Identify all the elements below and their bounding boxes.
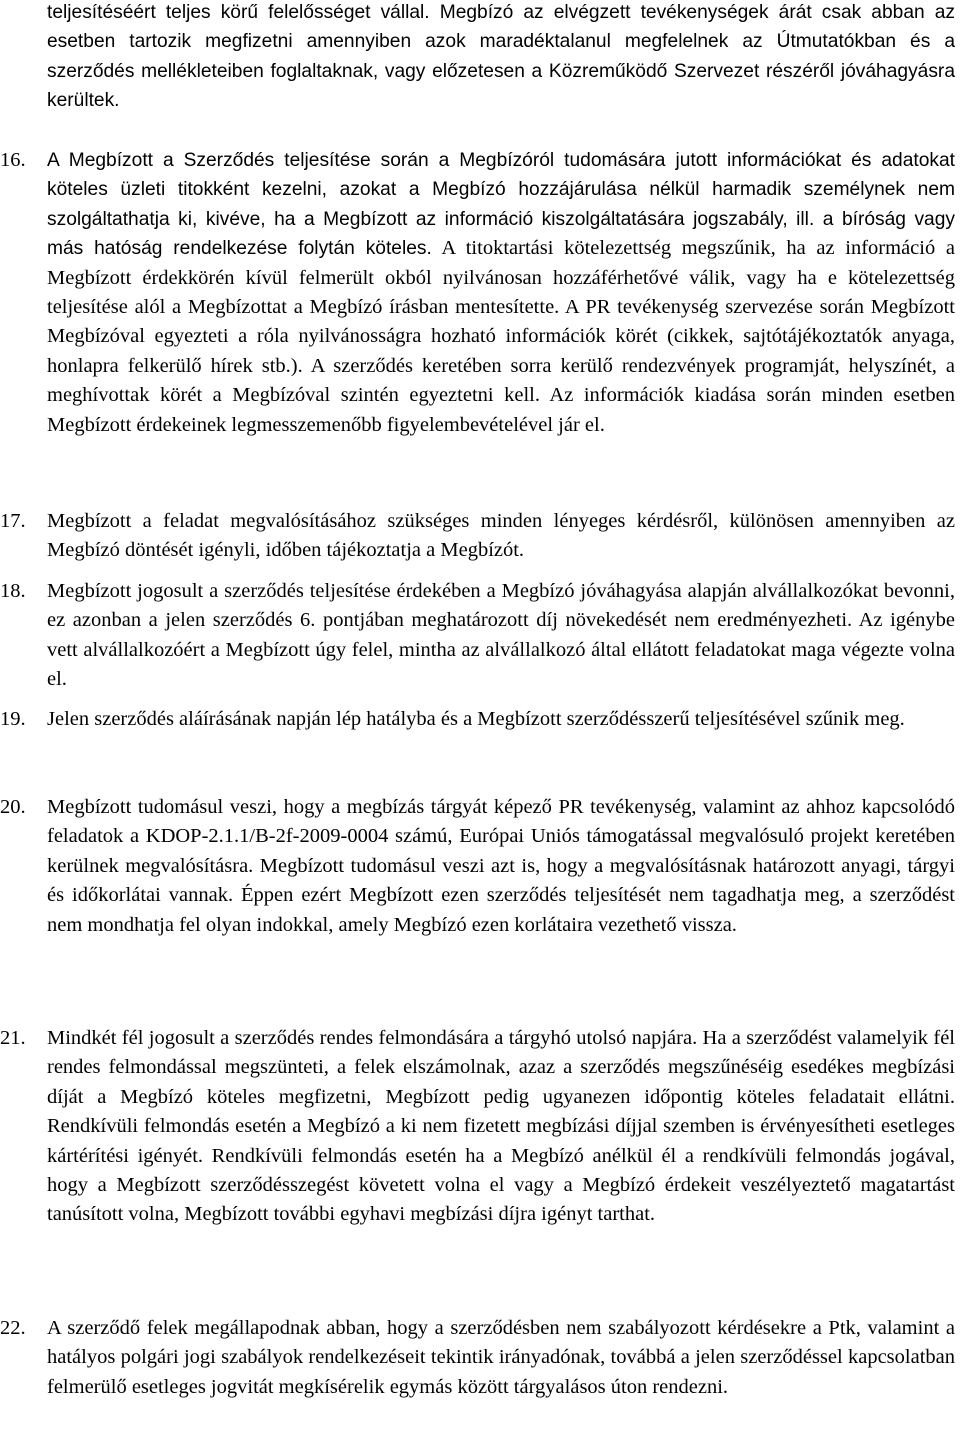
clause-text: A szerződő felek megállapodnak abban, hogy a szerződésben nem szabályozott kérdésekre a Ptk, valamint a hatályos polgári jogi szabályok rendelkezéseit tekintik irányadónak, továbbá a jelen szerződéssel kapcsolatban felmerülő esetleges jogvitát megkísérelik egymás között tárgyalásos úton rendezni.: [47, 1317, 955, 1398]
intro-paragraph: teljesítéséért teljes körű felelősséget vállal. Megbízó az elvégzett tevékenységek árát csak abban az esetben tartozik megfizetni amennyiben azok maradéktalanul megfelelnek az Útmutatókban és a szerződés mellékleteiben foglaltaknak, vagy előzetesen a Közreműködő Szervezet részéről jóváhagyásra kerültek.: [47, 2, 955, 112]
clause-number: 19.: [0, 708, 26, 730]
clause-number: 18.: [0, 580, 26, 602]
clause-text: Megbízott jogosult a szerződés teljesítése érdekében a Megbízó jóváhagyása alapján alvállalkozókat bevonni, ez azonban a jelen szerződés 6. pontjában meghatározott díj növekedését nem eredményezheti. Az igénybe vett alvállalkozóért a Megbízott úgy felel, mintha az alvállalkozó által ellátott feladatokat maga végezte volna el.: [47, 580, 955, 691]
clause-text: [47, 146, 955, 440]
clause-text: Megbízott tudomásul veszi, hogy a megbízás tárgyát képező PR tevékenység, valamint az ahhoz kapcsolódó feladatok a KDOP-2.1.1/B-2f-2009-0004 számú, Európai Uniós támogatással megvalósuló projekt keretében kerülnek megvalósításra. Megbízott tudomásul veszi azt is, hogy a megvalósításnak határozott anyagi, tárgyi és időkorlátai vannak. Éppen ezért Megbízott ezen szerződés teljesítését nem tagadhatja meg, a szerződést nem mondhatja fel olyan indokkal, amely Megbízó ezen korlátaira vezethető vissza.: [47, 796, 955, 936]
clause-text: Mindkét fél jogosult a szerződés rendes felmondására a tárgyhó utolsó napjára. Ha a szerződést valamelyik fél rendes felmondással megszünteti, a felek elszámolnak, azaz a szerződés megszűnéséig esedékes megbízási díját a Megbízó köteles megfizetni, Megbízott pedig ugyanezen időpontig köteles feladatait ellátni. Rendkívüli felmondás esetén a Megbízó a ki nem fizetett megbízási díjjal szemben is érvényesítheti esetleges kártérítési igényét. Rendkívüli felmondás esetén ha a Megbízó anélkül él a rendkívüli felmondás jogával, hogy a Megbízott szerződésszegést követett volna el vagy a Megbízó érdekeit veszélyeztető magatartást tanúsított volna, Megbízott további egyhavi megbízási díjra igényt tarthat.: [47, 1027, 955, 1226]
clause-number: 17.: [0, 510, 26, 532]
clause-text: Jelen szerződés aláírásának napján lép hatályba és a Megbízott szerződésszerű teljesítésével szűnik meg.: [47, 708, 905, 730]
clause-text-part-sans: A Megbízott a Szerződés teljesítése során a Megbízóról tudomására jutott információkat és adatokat köteles üzleti titokként kezelni, azokat a Megbízó hozzájárulása nélkül harmadik személynek nem szolgáltathatja ki, kivéve, ha a Megbízott az információ kiszolgáltatására jogszabály, ill. a bíróság vagy más hatóság rendelkezése folytán köteles.: [47, 150, 955, 260]
clause-number: 20.: [0, 796, 26, 818]
clause-number: 22.: [0, 1317, 26, 1339]
clause-text-part-serif: A titoktartási kötelezettség megszűnik, ha az információ a Megbízott érdekkörén kívül felmerült okból nyilvánosan hozzáférhetővé válik, vagy ha e kötelezettség teljesítése alól a Megbízottat a Megbízó írásban mentesítette. A PR tevékenység szervezése során Megbízott Megbízóval egyezteti a róla nyilvánosságra hozható információk körét (cikkek, sajtótájékoztatók anyaga, honlapra felkerülő hírek stb.). A szerződés keretében sorra kerülő rendezvények programját, helyszínét, a meghívottak körét a Megbízóval szintén egyeztetni kell. Az információk kiadása során minden esetben Megbízott érdekeinek legmesszemenőbb figyelembevételével jár el.: [47, 237, 955, 436]
clause-text: Megbízott a feladat megvalósításához szükséges minden lényeges kérdésről, különösen amennyiben az Megbízó döntését igényli, időben tájékoztatja a Megbízót.: [47, 510, 955, 562]
clause-number: 16.: [0, 149, 26, 171]
clause-number: 21.: [0, 1027, 26, 1049]
